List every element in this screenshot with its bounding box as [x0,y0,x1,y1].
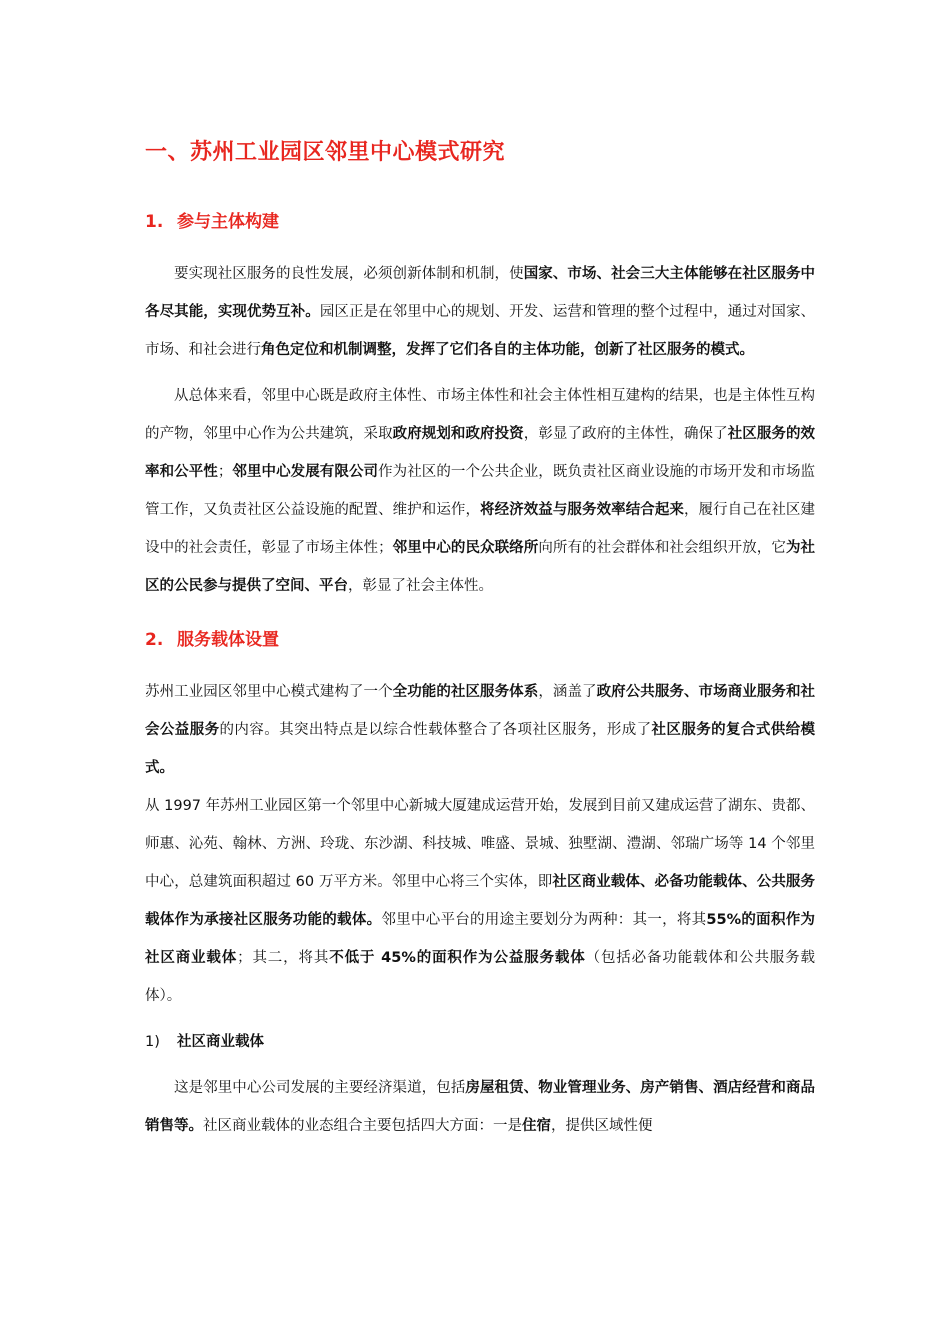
body-text: 园区正是在邻里中心的规划、开发、运营和管理的整个过程中，通过对国家、市场、和社会进行 [145,304,816,358]
section-2-paragraph-2 [145,787,815,1015]
emphasis-text: 政府规划和政府投资 [392,426,524,442]
body-text: ，彰显了政府的主体性，确保了 [523,426,728,442]
emphasis-text: 国家、市场、社会三大主体能够在社区服务中各尽其能，实现优势互补。 [145,266,816,320]
body-text: 作为社区的一个公共企业，既负责社区商业设施的市场开发和市场监管工作，又负责社区公益设施的配置、维护和运作， [145,464,816,518]
body-text: （包括必备功能载体和公共服务载体）。 [145,950,816,1004]
section-2-number: 2. [145,630,164,650]
subsection-1-paragraph-1 [145,1069,815,1145]
body-text: 要实现社区服务的良性发展，必须创新体制和机制，使 [174,266,524,282]
section-2-title: 服务载体设置 [177,630,279,650]
section-1-title: 参与主体构建 [177,212,279,232]
body-text: 社区商业载体的业态组合主要包括四大方面：一是 [203,1118,522,1134]
body-text: ，涵盖了 [538,684,597,700]
emphasis-text: 为社区的公民参与提供了空间、平台 [145,540,816,594]
emphasis-text: 将经济效益与服务效率结合起来 [480,502,684,518]
body-text: ； [217,464,233,480]
emphasis-text: 邻里中心发展有限公司 [232,464,379,480]
body-text: ，提供区域性便 [551,1118,653,1134]
emphasis-text: 住宿 [522,1118,551,1134]
body-text: 苏州工业园区邻里中心模式建构了一个 [145,684,393,700]
emphasis-text: 政府公共服务、市场商业服务和社会公益服务 [145,684,816,738]
body-text: ；其二，将其 [237,950,330,966]
section-1-paragraph-1 [145,255,815,369]
section-1-number: 1. [145,212,164,232]
subsection-1-number: 1) [145,1034,160,1050]
document-body [145,131,815,1153]
emphasis-text: 全功能的社区服务体系 [392,684,539,700]
page-title: 一、苏州工业园区邻里中心模式研究 [145,140,506,165]
emphasis-text: 角色定位和机制调整，发挥了它们各自的主体功能，创新了社区服务的模式。 [261,342,754,358]
body-text: 从 1997 年苏州工业园区第一个邻里中心新城大厦建成运营开始，发展到目前又建成运营了湖东、贵都、师惠、沁苑、翰林、方洲、玲珑、东沙湖、科技城、唯盛、景城、独墅湖、澧湖、邻瑞广场等 14 个邻里中心，总建筑面积超过 60 万平方米。邻里中心将三个实体，即 [145,798,815,890]
emphasis-text: 社区服务的复合式供给模式。 [145,722,816,776]
section-2-heading [145,623,815,657]
subsection-1-heading [145,1025,815,1059]
body-text: ，履行自己在社区建设中的社会责任，彰显了市场主体性； [145,502,816,556]
emphasis-text: 55%的面积作为社区商业载体 [145,912,815,966]
body-text: 这是邻里中心公司发展的主要经济渠道，包括 [174,1080,466,1096]
emphasis-text: 房屋租赁、物业管理业务、房产销售、酒店经营和商品销售等。 [145,1080,816,1134]
section-1-paragraph-2 [145,377,815,605]
body-text: 从总体来看，邻里中心既是政府主体性、市场主体性和社会主体性相互建构的结果，也是主体性互构的产物，邻里中心作为公共建筑，采取 [145,388,815,442]
body-text: 向所有的社会群体和社会组织开放，它 [538,540,786,556]
emphasis-text: 不低于 45%的面积作为公益服务载体 [329,950,586,966]
emphasis-text: 社区服务的效率和公平性 [145,426,816,480]
emphasis-text: 社区商业载体、必备功能载体、公共服务载体作为承接社区服务功能的载体。 [145,874,816,928]
body-text: ，彰显了社会主体性。 [348,578,493,594]
body-text: 邻里中心平台的用途主要划分为两种：其一，将其 [381,912,707,928]
section-2-paragraph-1 [145,673,815,787]
section-1-heading [145,205,815,239]
emphasis-text: 邻里中心的民众联络所 [392,540,539,556]
subsection-1-title: 社区商业载体 [177,1034,264,1050]
body-text: 的内容。其突出特点是以综合性载体整合了各项社区服务，形成了 [219,722,652,738]
